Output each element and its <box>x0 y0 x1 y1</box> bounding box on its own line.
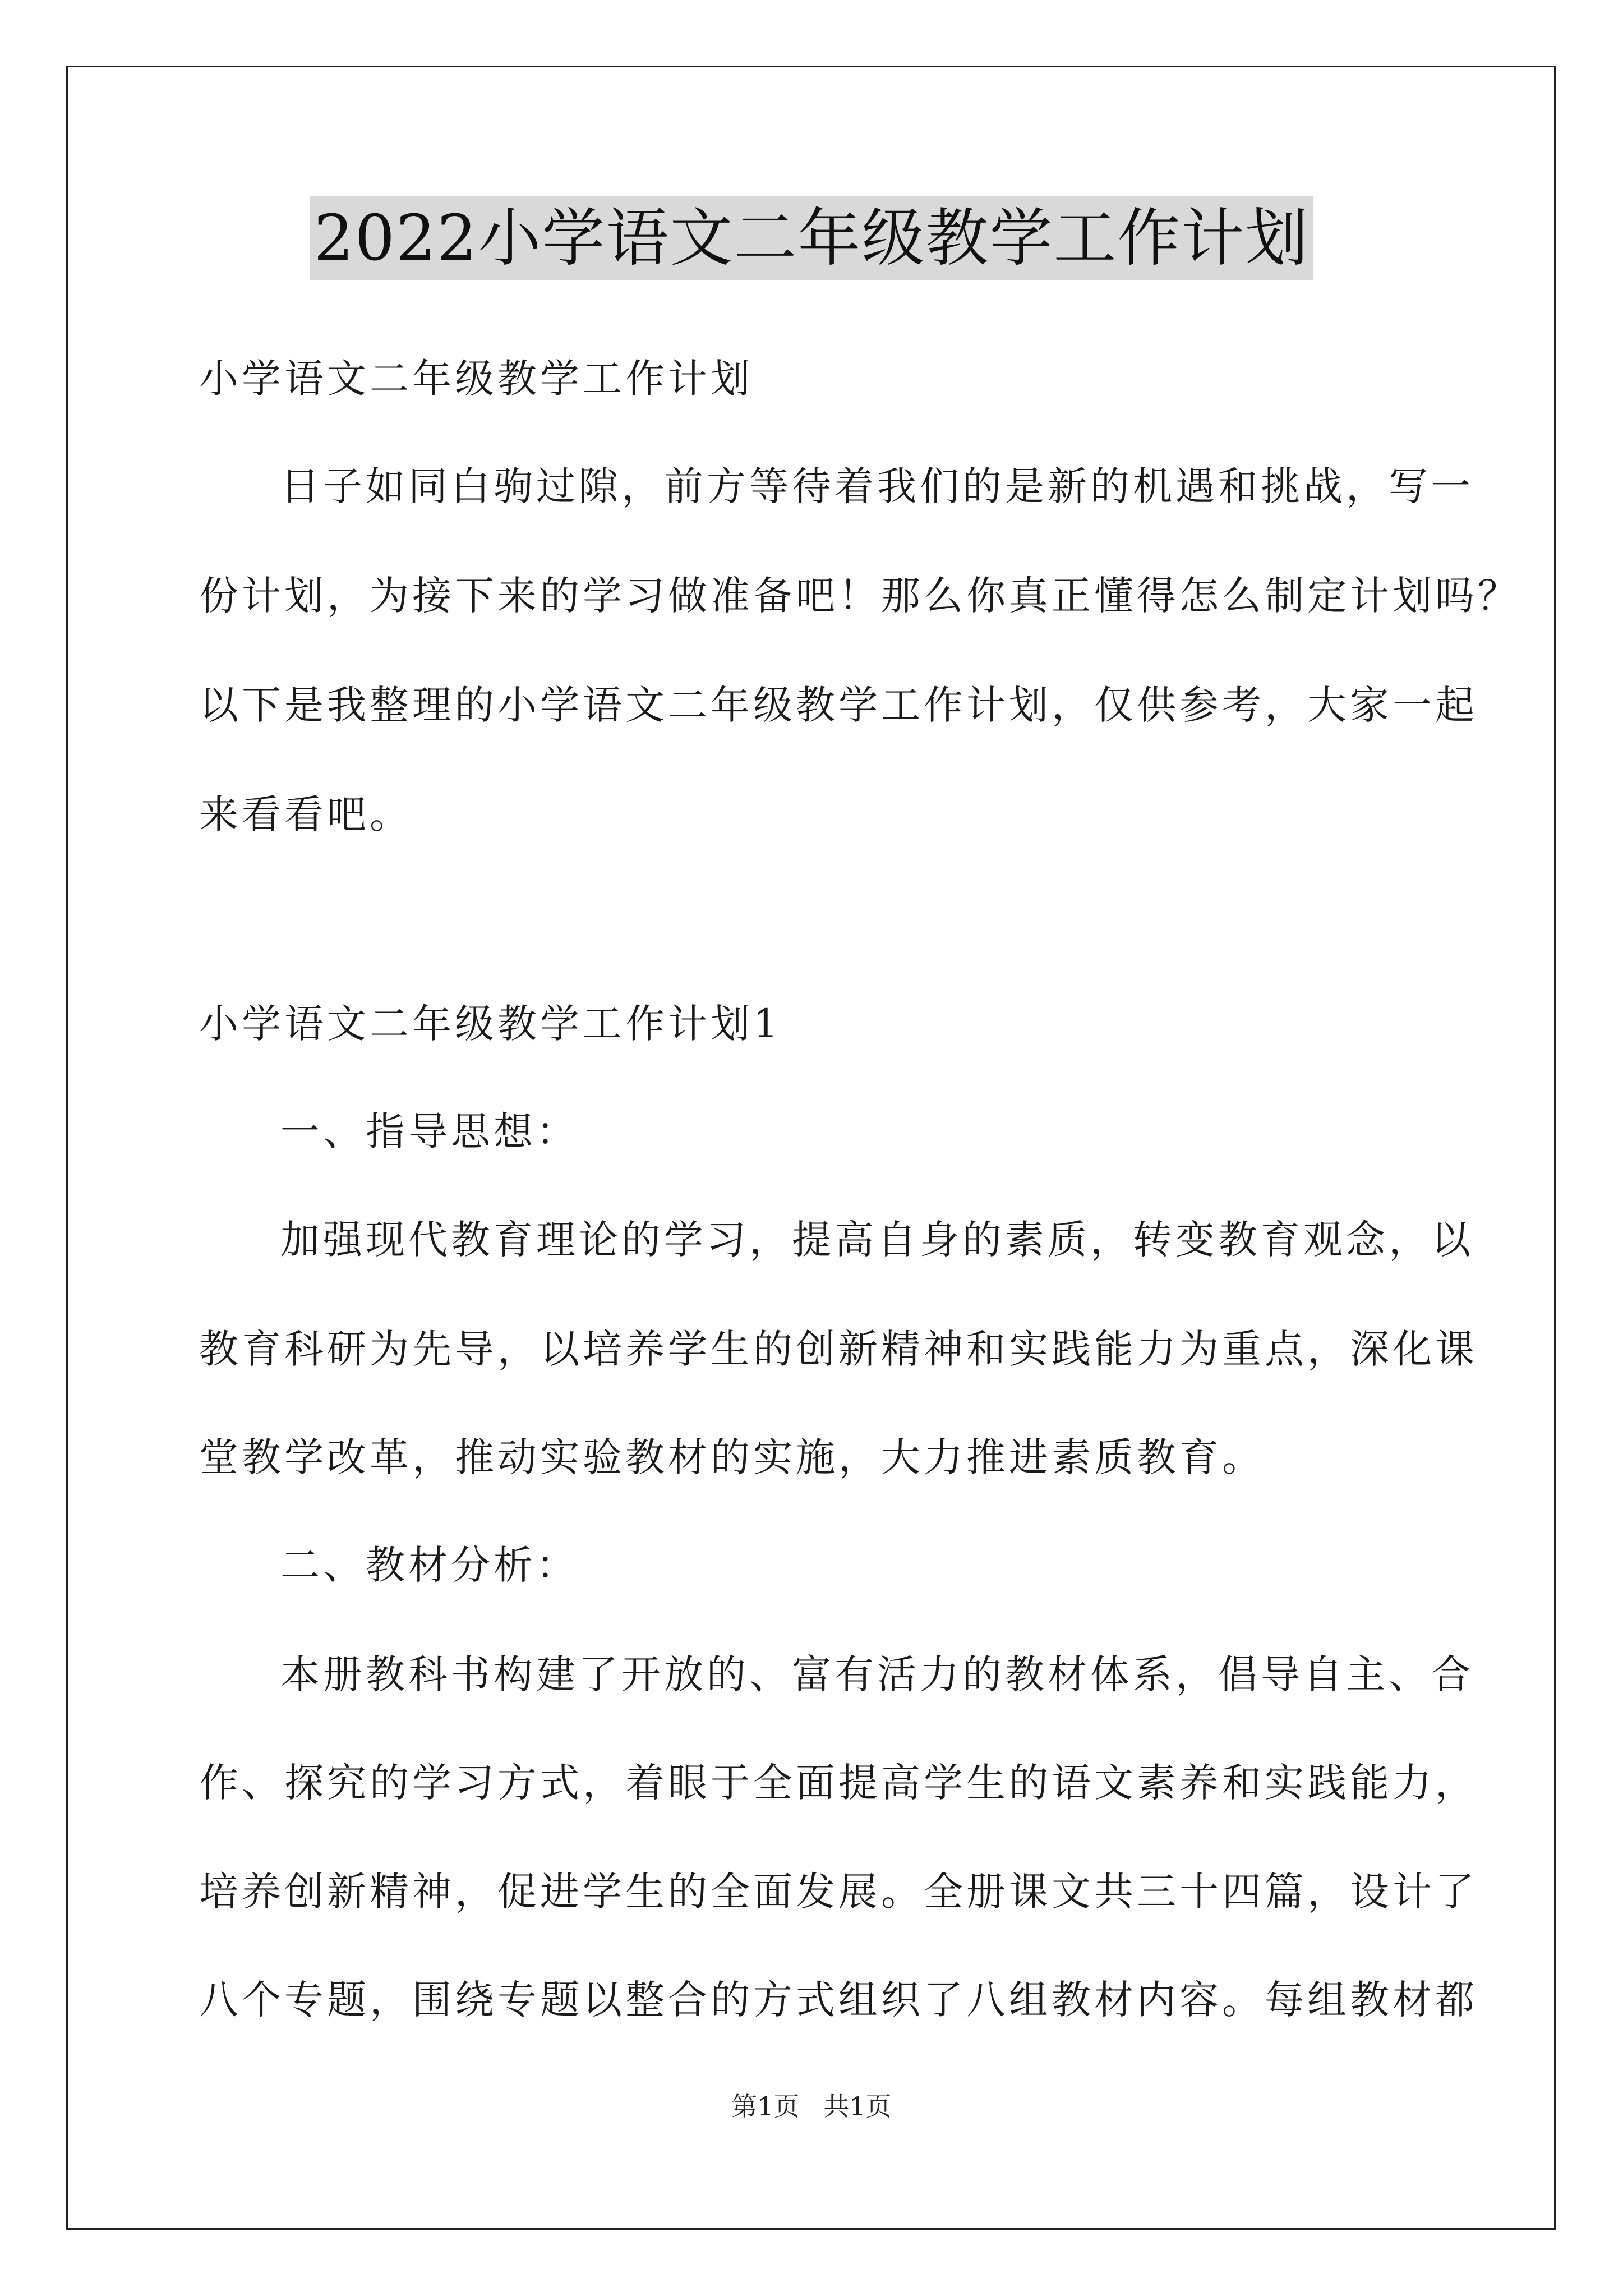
page-footer <box>0 2090 1623 2123</box>
intro-line-4: 来看看吧。 <box>199 792 412 838</box>
part2-line-2: 作、探究的学习方式，着眼于全面提高学生的语文素养和实践能力， <box>199 1760 1478 1806</box>
document-title: 2022小学语文二年级教学工作计划 <box>310 196 1312 280</box>
part2-line-3: 培养创新精神，促进学生的全面发展。全册课文共三十四篇，设计了 <box>199 1869 1478 1915</box>
part2-line-4: 八个专题，围绕专题以整合的方式组织了八组教材内容。每组教材都 <box>199 1977 1478 2023</box>
part1-line-1: 加强现代教育理论的学习，提高自身的素质，转变教育观念，以 <box>280 1217 1474 1263</box>
document-subtitle: 小学语文二年级教学工作计划 <box>199 356 753 402</box>
intro-line-2: 份计划，为接下来的学习做准备吧！那么你真正懂得怎么制定计划吗？ <box>199 573 1520 619</box>
intro-line-1: 日子如同白驹过隙，前方等待着我们的是新的机遇和挑战，写一 <box>280 463 1474 509</box>
part2-heading: 二、教材分析： <box>280 1542 579 1588</box>
part2-line-1: 本册教科书构建了开放的、富有活力的教材体系，倡导自主、合 <box>280 1651 1474 1697</box>
part1-line-3: 堂教学改革，推动实验教材的实施，大力推进素质教育。 <box>199 1434 1265 1480</box>
title-container <box>0 196 1623 280</box>
part1-heading: 一、指导思想： <box>280 1108 579 1154</box>
part1-line-2: 教育科研为先导，以培养学生的创新精神和实践能力为重点，深化课 <box>199 1326 1478 1372</box>
intro-line-3: 以下是我整理的小学语文二年级教学工作计划，仅供参考，大家一起 <box>199 682 1478 728</box>
page-total: 共1页 <box>823 2091 892 2122</box>
page-number: 第1页 <box>731 2091 800 2122</box>
section-heading: 小学语文二年级教学工作计划1 <box>199 1001 782 1047</box>
